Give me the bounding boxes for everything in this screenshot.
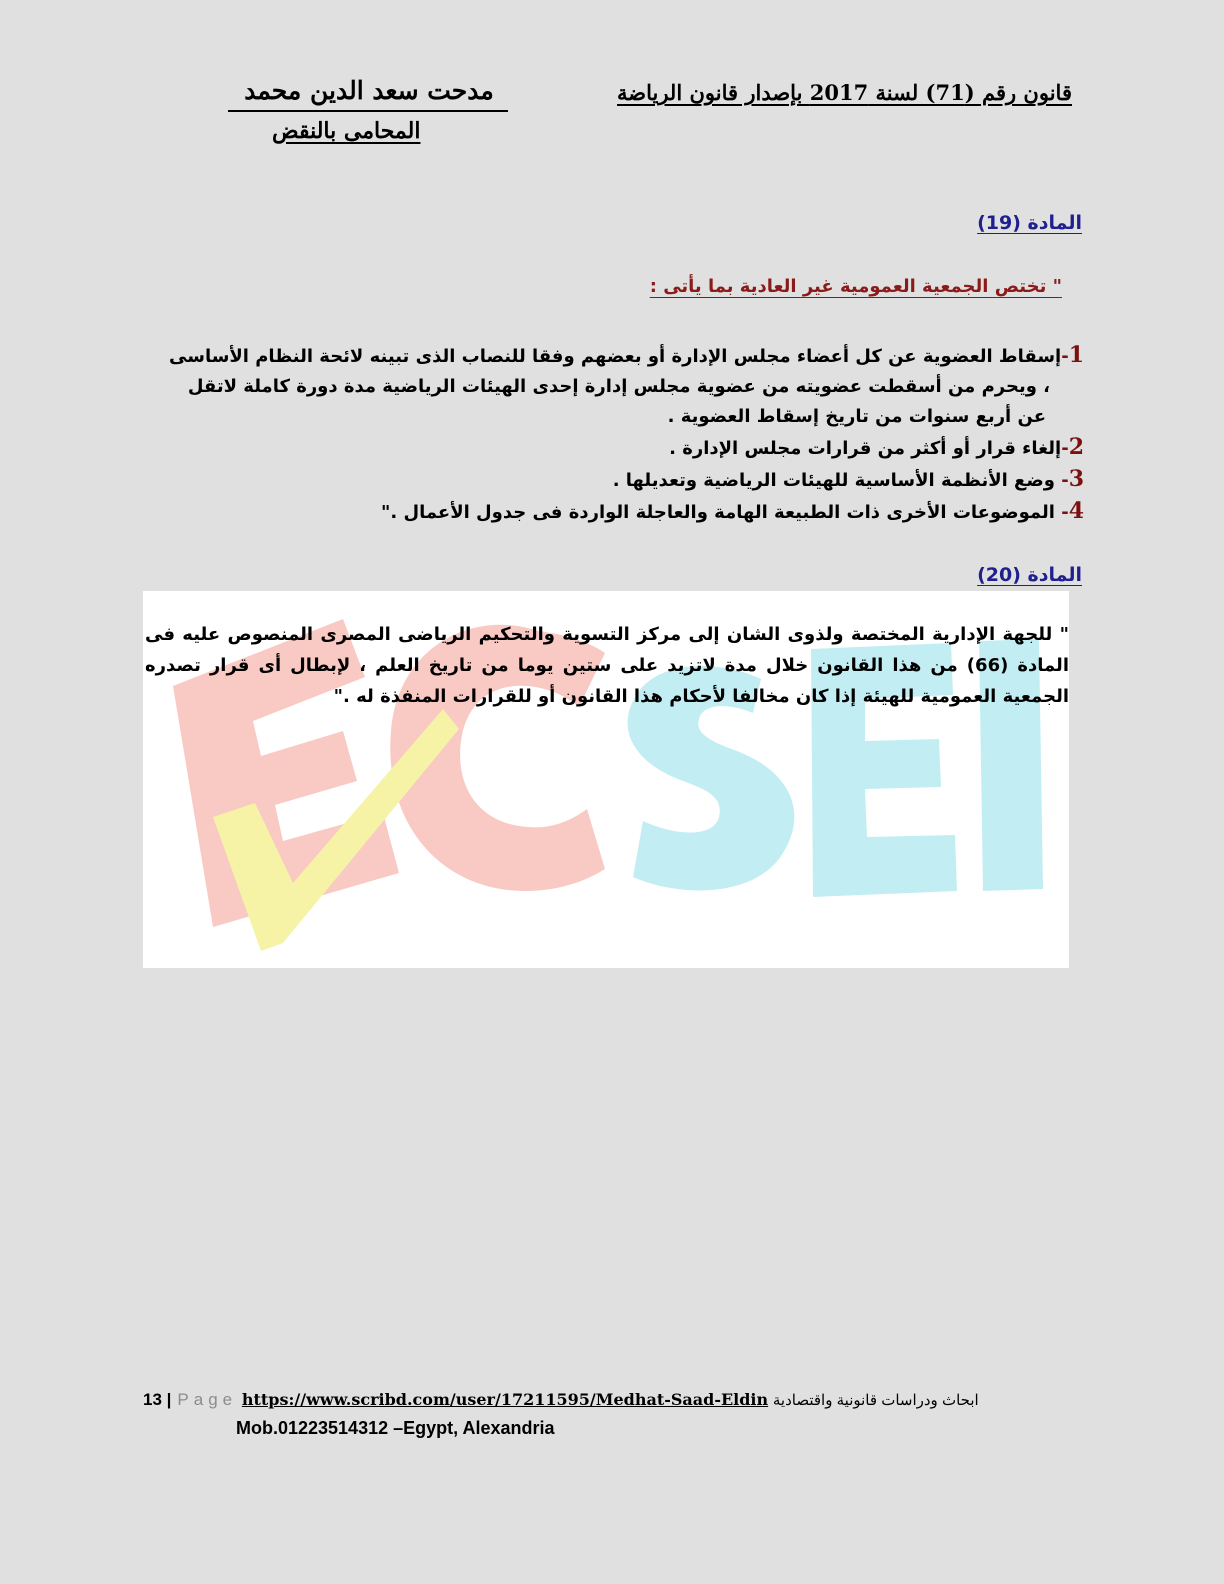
list-item-number: 4	[1068, 498, 1084, 524]
list-item	[144, 496, 1084, 528]
list-item-separator: -	[1061, 346, 1069, 367]
article-20-heading: المادة (20)	[977, 564, 1082, 586]
list-item-text: إسقاط العضوية عن كل أعضاء مجلس الإدارة أو بعضهم وفقا للنصاب الذى تبينه لائحة النظام الأساسى	[169, 346, 1062, 367]
list-item-text: ، ويحرم من أسقطت عضويته من عضوية مجلس إدارة إحدى الهيئات الرياضية مدة دورة كاملة لاتقل	[187, 376, 1050, 397]
article-20-text: " للجهة الإدارية المختصة ولذوى الشان إلى مركز التسوية والتحكيم الرياضى المصرى المنصوص عليه فى المادة (66) من هذا القانون خلال مدة لاتزيد على ستين يوما من تاريخ العلم ، لإبطال أى قرار تصدره الجمعية العمومية للهيئة إذا كان مخالفا لأحكام هذا القانون أو للقرارات المنفذة له ."	[145, 624, 1069, 707]
list-item-number: 2	[1068, 434, 1084, 460]
page-label: Page	[177, 1390, 238, 1409]
footer-contact: Mob.01223514312 –Egypt, Alexandria	[236, 1418, 555, 1438]
list-item-number: 3	[1068, 466, 1084, 492]
list-item-text: إلغاء قرار أو أكثر من قرارات مجلس الإدارة .	[669, 438, 1062, 459]
footer-tagline: ابحاث ودراسات قانونية واقتصادية	[772, 1392, 979, 1409]
list-item-separator: -	[1054, 502, 1069, 523]
author-name-underline	[228, 110, 508, 112]
author-name: مدحت سعد الدين محمد	[244, 76, 494, 105]
footer-line	[143, 1390, 979, 1410]
list-item-separator: -	[1054, 470, 1069, 491]
list-item-separator: -	[1061, 438, 1069, 459]
list-item-text: وضع الأنظمة الأساسية للهيئات الرياضية وتعديلها .	[612, 470, 1055, 491]
article-19-intro: " تختص الجمعية العمومية غير العادية بما يأتى :	[649, 276, 1062, 297]
footer-url-link[interactable]: https://www.scribd.com/user/17211595/Medhat-Saad-Eldin	[241, 1390, 769, 1409]
list-item-number: 1	[1068, 342, 1084, 368]
page-separator: |	[166, 1390, 172, 1409]
list-item	[144, 340, 1084, 432]
list-item	[144, 432, 1084, 464]
article-19-list	[144, 340, 1084, 528]
list-item	[144, 464, 1084, 496]
watermark-panel	[143, 591, 1069, 968]
author-title: المحامى بالنقض	[272, 118, 421, 144]
page-number: 13	[143, 1390, 162, 1409]
list-item-text: عن أربع سنوات من تاريخ إسقاط العضوية .	[667, 406, 1046, 427]
list-item-text: الموضوعات الأخرى ذات الطبيعة الهامة والعاجلة الواردة فى جدول الأعمال ."	[380, 502, 1055, 523]
law-title: قانون رقم (71) لسنة 2017 بإصدار قانون الرياضة	[617, 80, 1072, 105]
article-19-heading: المادة (19)	[977, 212, 1082, 234]
